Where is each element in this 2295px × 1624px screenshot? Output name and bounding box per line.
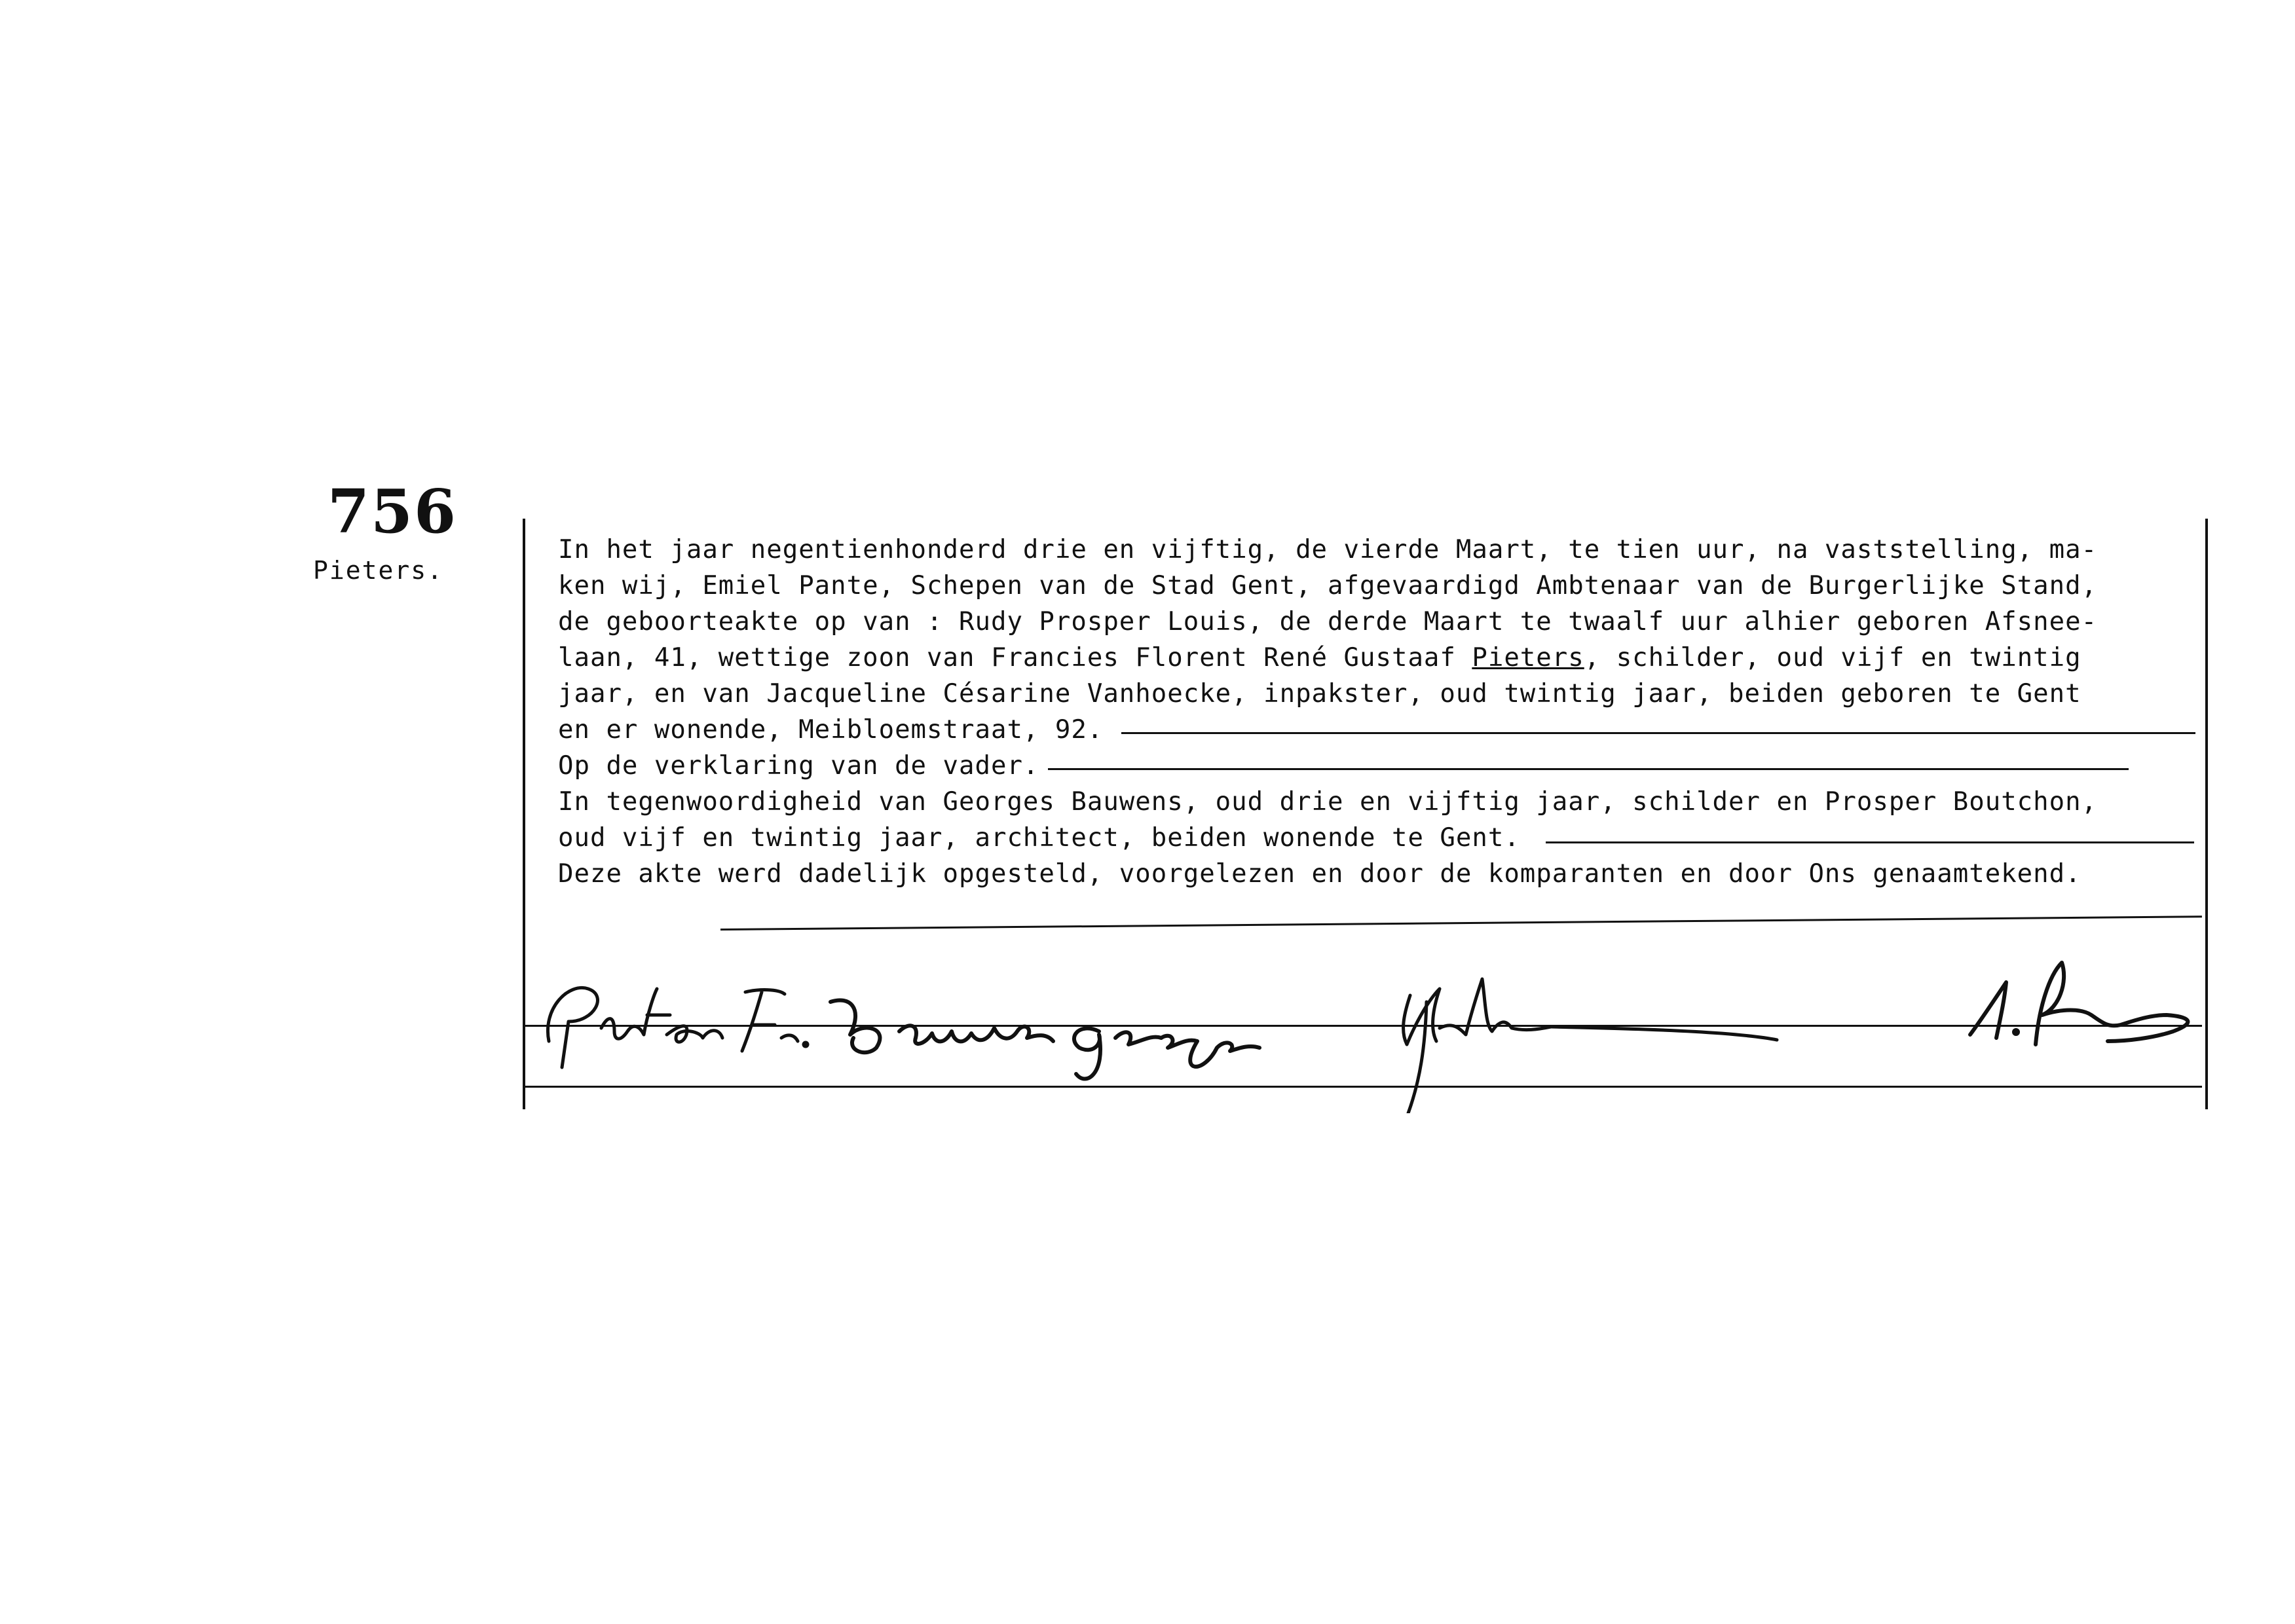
margin-surname: Pieters. [313,556,444,585]
record-text [558,532,2189,892]
signature-boutchon [1404,979,1777,1113]
text-line-10: Deze akte werd dadelijk opgesteld, voorgelezen en door de komparanten en door Ons genaamtekend. [558,859,2081,889]
signature-pieters [548,987,808,1067]
text-line-7: Op de verklaring van de vader. [558,751,1039,781]
filler-dash-line-6 [1121,732,2195,734]
signature-officer [1970,963,2188,1044]
text-line-5: jaar, en van Jacqueline Césarine Vanhoecke, inpakster, oud twintig jaar, beiden geboren te Gent [558,679,2081,709]
underlined-surname: Pieters [1472,643,1584,673]
text-line-9: oud vijf en twintig jaar, architect, beiden wonende te Gent. [558,823,1520,853]
filler-dash-line-9 [1546,841,2194,843]
filler-dash-line-7 [1048,768,2129,770]
text-line-4: laan, 41, wettige zoon van Francies Florent René Gustaaf Pieters, schilder, oud vijf en twintig [558,643,2081,673]
text-line-3: de geboorteakte op van : Rudy Prosper Louis, de derde Maart te twaalf uur alhier geboren Afsnee- [558,607,2098,637]
text-line-1: In het jaar negentienhonderd drie en vijftig, de vierde Maart, te tien uur, na vaststelling, ma- [558,535,2098,564]
signature-bauwens [830,1000,1259,1079]
act-number: 756 [327,476,458,547]
text-line-8: In tegenwoordigheid van Georges Bauwens, oud drie en vijftig jaar, schilder en Prosper Boutchon, [558,787,2098,817]
signatures-drawing [523,917,2206,1113]
signatures-area [523,917,2206,1113]
text-line-2: ken wij, Emiel Pante, Schepen van de Stad Gent, afgevaardigd Ambtenaar van de Burgerlijke Stand, [558,571,2098,600]
text-line-6: en er wonende, Meibloemstraat, 92. [558,715,1104,745]
